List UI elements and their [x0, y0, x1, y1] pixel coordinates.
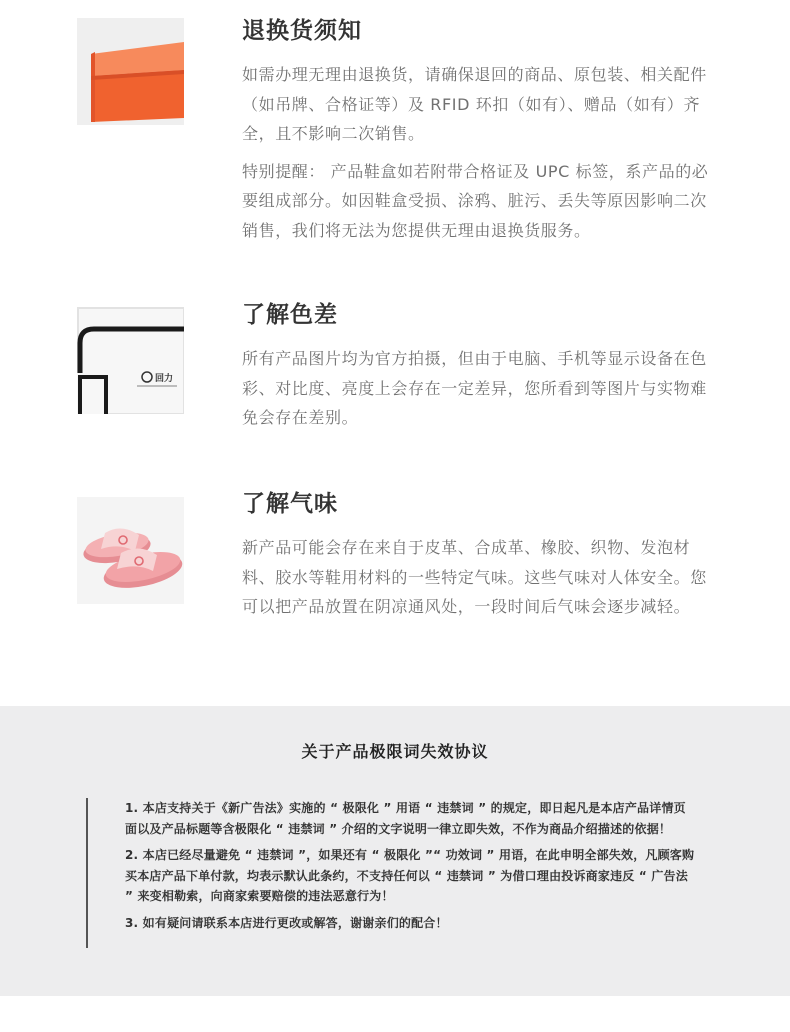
section-title: 了解气味 — [242, 491, 338, 517]
section-paragraph: 新产品可能会存在来自于皮革、合成革、橡胶、织物、发泡材料、胶水等鞋用材料的一些特定气味。这些气味对人体安全。您可以把产品放置在阴凉通风处，一段时间后气味会逐步减轻。 — [242, 538, 707, 616]
monitor-icon — [77, 307, 184, 414]
section-title: 了解色差 — [242, 302, 338, 328]
monitor-image — [77, 307, 184, 414]
slipper-icon — [77, 497, 184, 604]
shoe-box-icon — [77, 18, 184, 125]
section-title: 退换货须知 — [242, 18, 362, 44]
agreement-clause: 3. 如有疑问请联系本店进行更改或解答，谢谢亲们的配合！ — [125, 915, 448, 930]
section-paragraph: 所有产品图片均为官方拍摄，但由于电脑、手机等显示设备在色彩、对比度、亮度上会存在一定差异，您所看到等图片与实物难免会存在差别。 — [242, 349, 707, 427]
agreement-clause: 1. 本店支持关于《新广告法》实施的 “ 极限化 ” 用语 “ 违禁词 ” 的规定，即日起凡是本店产品详情页面以及产品标题等含极限化 “ 违禁词 ” 介绍的文字说明一律立即失效，不作为商品介绍描述的依据！ — [125, 801, 686, 836]
color-difference-text — [242, 300, 722, 433]
bottom-spacer — [0, 996, 790, 1032]
agreement-clause: 2. 本店已经尽量避免 “ 违禁词 ”，如果还有 “ 极限化 ”“ 功效词 ” 用语，在此申明全部失效，凡顾客购买本店产品下单付款，均表示默认此条约，不支持任何以 “ 违禁词 ” 为借口理由投诉商家违反 “ 广告法 ” 来变相勒索，向商家索要赔偿的违法恶意行为！ — [125, 848, 695, 903]
return-notice-text — [242, 16, 722, 245]
smell-text — [242, 489, 722, 622]
monitor-logo-text: 回力 — [155, 374, 174, 384]
section-paragraph: 如需办理无理由退换货，请确保退回的商品、原包装、相关配件（如吊牌、合格证等）及 RFID 环扣（如有）、赠品（如有）齐全，且不影响二次销售。 — [242, 65, 707, 143]
slipper-image — [77, 497, 184, 604]
shoe-box-image — [77, 18, 184, 125]
agreement-clauses — [86, 798, 696, 948]
agreement-panel — [0, 706, 790, 996]
section-paragraph: 特别提醒： 产品鞋盒如若附带合格证及 UPC 标签，系产品的必要组成部分。如因鞋盒受损、涂鸦、脏污、丢失等原因影响二次销售，我们将无法为您提供无理由退换货服务。 — [242, 161, 709, 240]
agreement-title: 关于产品极限词失效协议 — [301, 742, 489, 761]
